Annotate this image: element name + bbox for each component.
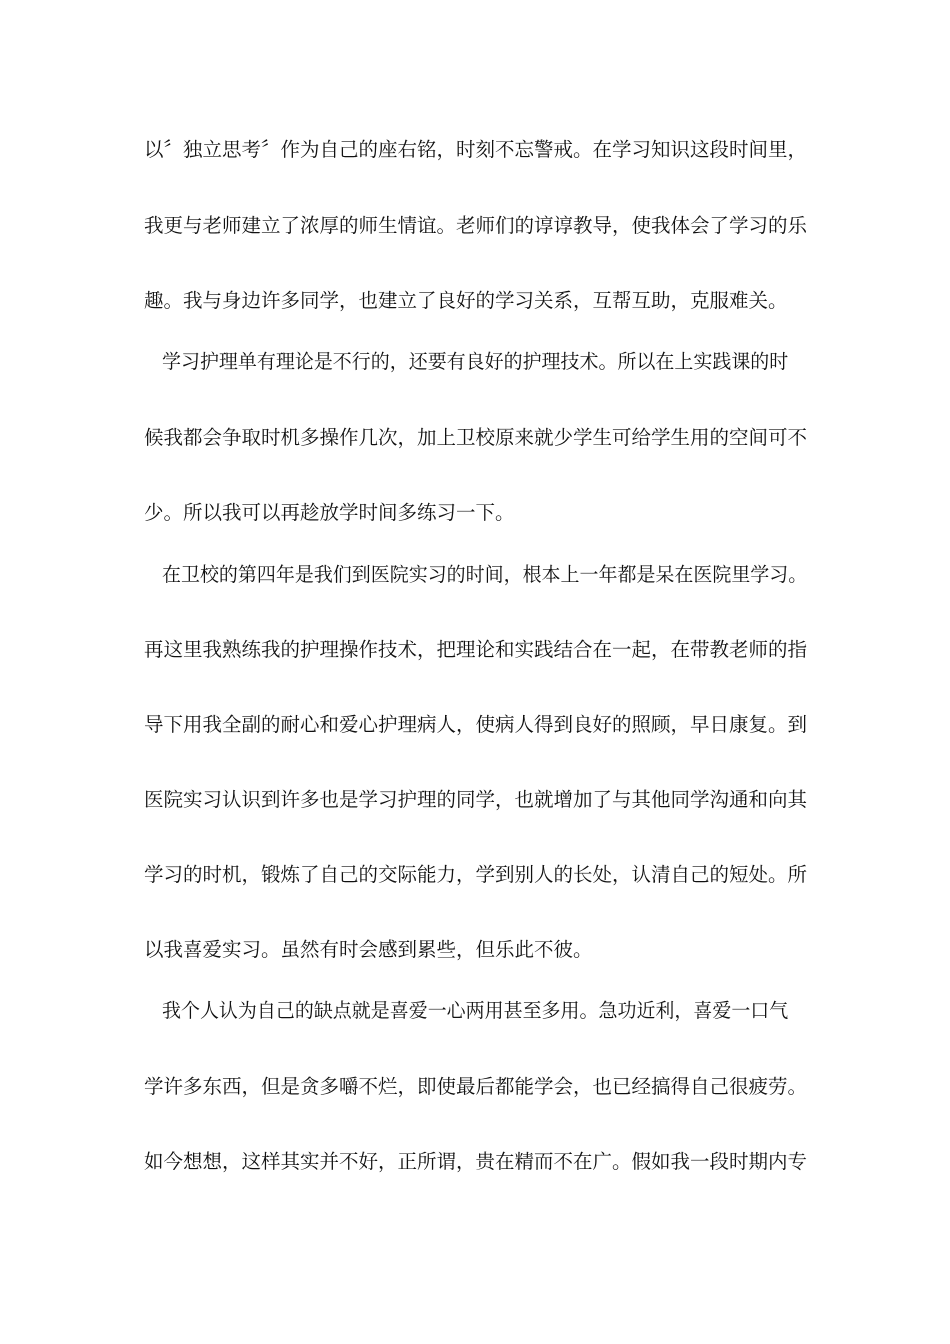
paragraph-first-line: 学习护理单有理论是不行的，还要有良好的护理技术。所以在上实践课的时	[162, 350, 789, 373]
text-line: 医院实习认识到许多也是学习护理的同学，也就增加了与其他同学沟通和向其	[144, 788, 808, 811]
text-line: 候我都会争取时机多操作几次，加上卫校原来就少学生可给学生用的空间可不	[144, 426, 808, 449]
text-line: 我更与老师建立了浓厚的师生情谊。老师们的谆谆教导，使我体会了学习的乐	[144, 214, 808, 237]
text-line: 趣。我与身边许多同学，也建立了良好的学习关系，互帮互助，克服难关。	[144, 289, 788, 312]
text-line: 以〞独立思考〞作为自己的座右铭，时刻不忘警戒。在学习知识这段时间里，	[144, 138, 808, 161]
text-line: 学许多东西，但是贪多嚼不烂，即使最后都能学会，也已经搞得自己很疲劳。	[144, 1075, 808, 1098]
text-line: 如今想想，这样其实并不好，正所谓，贵在精而不在广。假如我一段时期内专	[144, 1150, 808, 1173]
text-line: 以我喜爱实习。虽然有时会感到累些，但乐此不彼。	[144, 938, 593, 961]
text-line: 学习的时机，锻炼了自己的交际能力，学到别人的长处，认清自己的短处。所	[144, 863, 808, 886]
paragraph-first-line: 我个人认为自己的缺点就是喜爱一心两用甚至多用。急功近利，喜爱一口气	[162, 999, 789, 1022]
text-line: 少。所以我可以再趁放学时间多练习一下。	[144, 501, 515, 524]
text-line: 导下用我全副的耐心和爱心护理病人，使病人得到良好的照顾，早日康复。到	[144, 713, 808, 736]
text-line: 再这里我熟练我的护理操作技术，把理论和实践结合在一起，在带教老师的指	[144, 638, 808, 661]
paragraph-first-line: 在卫校的第四年是我们到医院实习的时间，根本上一年都是呆在医院里学习。	[162, 563, 808, 586]
